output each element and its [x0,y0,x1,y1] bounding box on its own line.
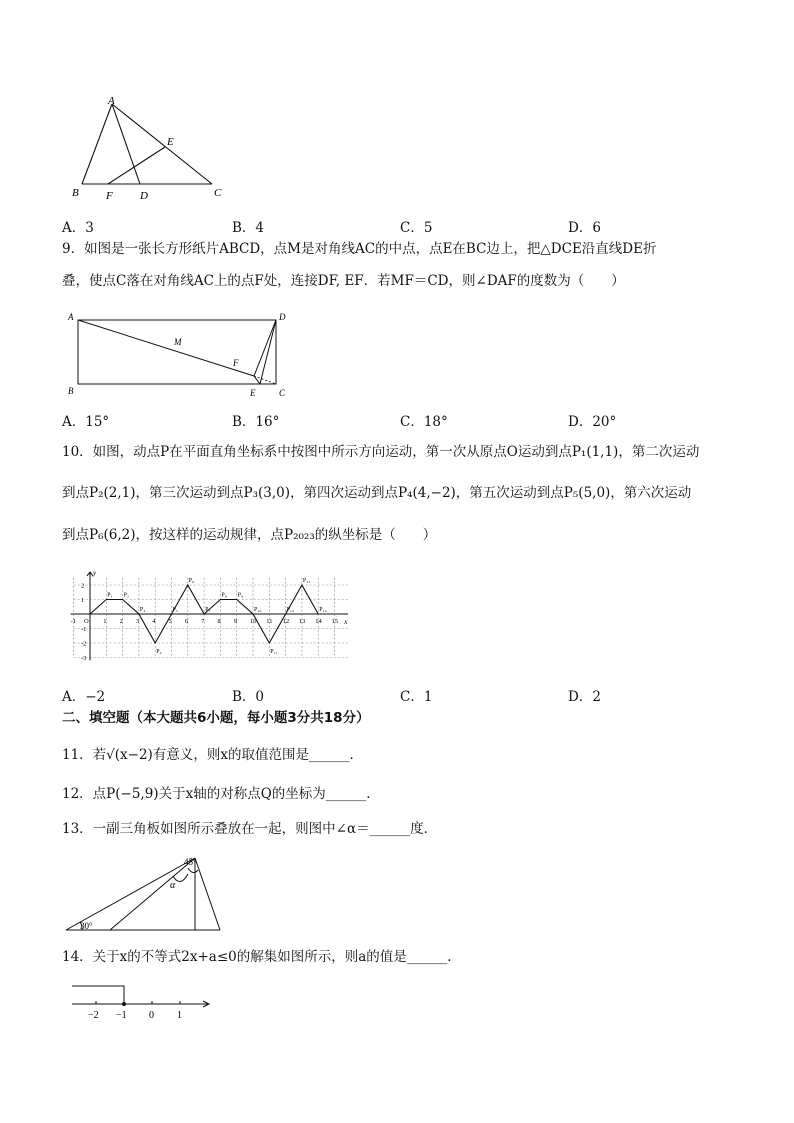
q13-text: 13．一副三角板如图所示叠放在一起，则图中∠α＝______度． [62,821,438,837]
segment-de [260,320,276,384]
closed-point [122,1002,126,1006]
q9-option-d[interactable]: D．20° [568,414,617,430]
point-label: P₁₄ [319,607,327,613]
x-tick-label: 14 [315,618,322,625]
label-a: A [68,312,74,322]
point-label: P₆ [188,578,195,584]
point-label: P₂ [123,592,130,599]
label-30: 30° [80,921,93,931]
q8-option-a[interactable]: A．3 [62,220,94,236]
q14-text: 14．关于x的不等式2x+a≤0的解集如图所示，则a的值是______． [62,949,461,965]
label-alpha: α [170,880,176,891]
tick-label-0: 0 [149,1010,154,1021]
segment-fe [254,376,260,384]
q11-text: 11．若√(x−2)有意义，则x的取值范围是______． [62,747,363,763]
angle-45-arc [188,868,198,873]
tick-label-minus2: −2 [88,1010,99,1021]
x-tick-label: 8 [217,618,221,625]
x-tick-label: 4 [152,618,156,625]
y-tick-label: 2 [81,582,85,590]
q10-stem-line2: 到点P₂(2,1)，第三次运动到点P₃(3,0)，第四次运动到点P₄(4,−2)，第五次运动到点P₅(5,0)，第六次运动 [62,485,692,501]
label-f: F [106,190,113,202]
point-label: P₄ [156,649,162,655]
q9-option-c[interactable]: C．18° [400,414,448,430]
x-tick-label: 12 [282,618,290,625]
point-label: P₁₂ [286,607,295,613]
q10-option-c[interactable]: C．1 [400,689,433,705]
tick-label-1: 1 [177,1010,182,1021]
tick-label-minus1: −1 [116,1010,127,1021]
y-tick-label: -2 [81,640,87,648]
diagonal-af [78,320,254,376]
x-tick-label: 3 [135,618,140,625]
y-axis-label: y [93,568,97,577]
q14-number-line [68,978,218,1022]
q13-set-squares-figure [60,848,230,934]
q8-option-c[interactable]: C．5 [400,220,433,236]
label-c: C [214,187,222,199]
q10-stem-line1: 10．如图，动点P在平面直角坐标系中按图中所示方向运动，第一次从原点O运动到点P₁(1,1)，第二次运动 [62,444,700,460]
x-tick-label: 9 [233,618,237,625]
y-tick-label: -3 [81,655,87,662]
solution-bracket [72,986,124,1004]
y-tick-label: -1 [81,626,87,633]
q10-option-d[interactable]: D．2 [568,689,601,705]
label-45: 45° [184,857,197,867]
section-2-title: 二、填空题（本大题共6小题，每小题3分共18分） [62,710,370,726]
q10-option-b[interactable]: B．0 [232,689,265,705]
label-f: F [233,358,239,368]
segment-df [254,320,276,376]
x-tick-label: 2 [119,618,123,625]
x-tick-label: 10 [250,618,257,625]
segment-fe [108,147,165,184]
hypotenuse-30 [66,858,195,930]
point-label: P₁₀ [254,607,262,613]
segment-ab [82,104,112,184]
label-b: B [72,187,79,199]
x-tick-label: O [84,618,89,625]
label-d: D [279,312,286,322]
label-d: D [140,190,148,202]
q9-option-b[interactable]: B．16° [232,414,280,430]
x-tick-label: 6 [184,618,189,625]
label-e: E [250,388,256,398]
x-tick-label: 13 [298,618,306,625]
set-square-45-right [195,858,220,930]
x-tick-label: 11 [266,618,273,625]
y-tick-label: 1 [81,597,85,604]
point-label: P₁₃ [302,578,311,584]
label-a: A [108,95,115,107]
x-tick-label: 7 [201,618,205,625]
q8-option-d[interactable]: D．6 [568,220,601,236]
q12-text: 12．点P(−5,9)关于x轴的对称点Q的坐标为______． [62,786,380,802]
point-label: P₁ [107,592,113,599]
x-tick-label: 15 [331,618,338,625]
point-label: P₇ [205,607,211,613]
point-label: P₅ [172,607,178,613]
q9-stem-line1: 9．如图是一张长方形纸片ABCD，点M是对角线AC的中点，点E在BC边上，把△DCE沿直线DE折 [62,241,657,257]
label-c: C [279,388,286,398]
q10-option-a[interactable]: A．−2 [62,689,106,705]
q8-triangle-figure [60,92,240,207]
q9-rectangle-figure [62,310,302,400]
label-m: M [174,337,182,347]
x-tick-label: -1 [70,618,77,625]
q9-option-a[interactable]: A．15° [62,414,110,430]
point-label: P₉ [237,592,244,599]
label-e: E [167,136,174,148]
point-label: P₁₁ [270,649,278,655]
point-label: P₈ [221,592,227,599]
q10-stem-line3: 到点P₆(6,2)，按这样的运动规律，点P₂₀₂₃的纵坐标是（ ） [62,527,437,543]
q10-coordinate-chart [66,562,348,674]
set-square-45-left [110,858,195,930]
x-tick-label: 1 [103,618,107,625]
q9-stem-line2: 叠，使点C落在对角线AC上的点F处，连接DF, EF．若MF＝CD，则∠DAF的度数为（ ） [62,273,625,289]
label-b: B [68,386,74,396]
x-tick-label: 5 [168,618,172,625]
point-label: P₃ [139,607,146,613]
x-axis-label: x [344,618,348,626]
q8-option-b[interactable]: B．4 [232,220,265,236]
